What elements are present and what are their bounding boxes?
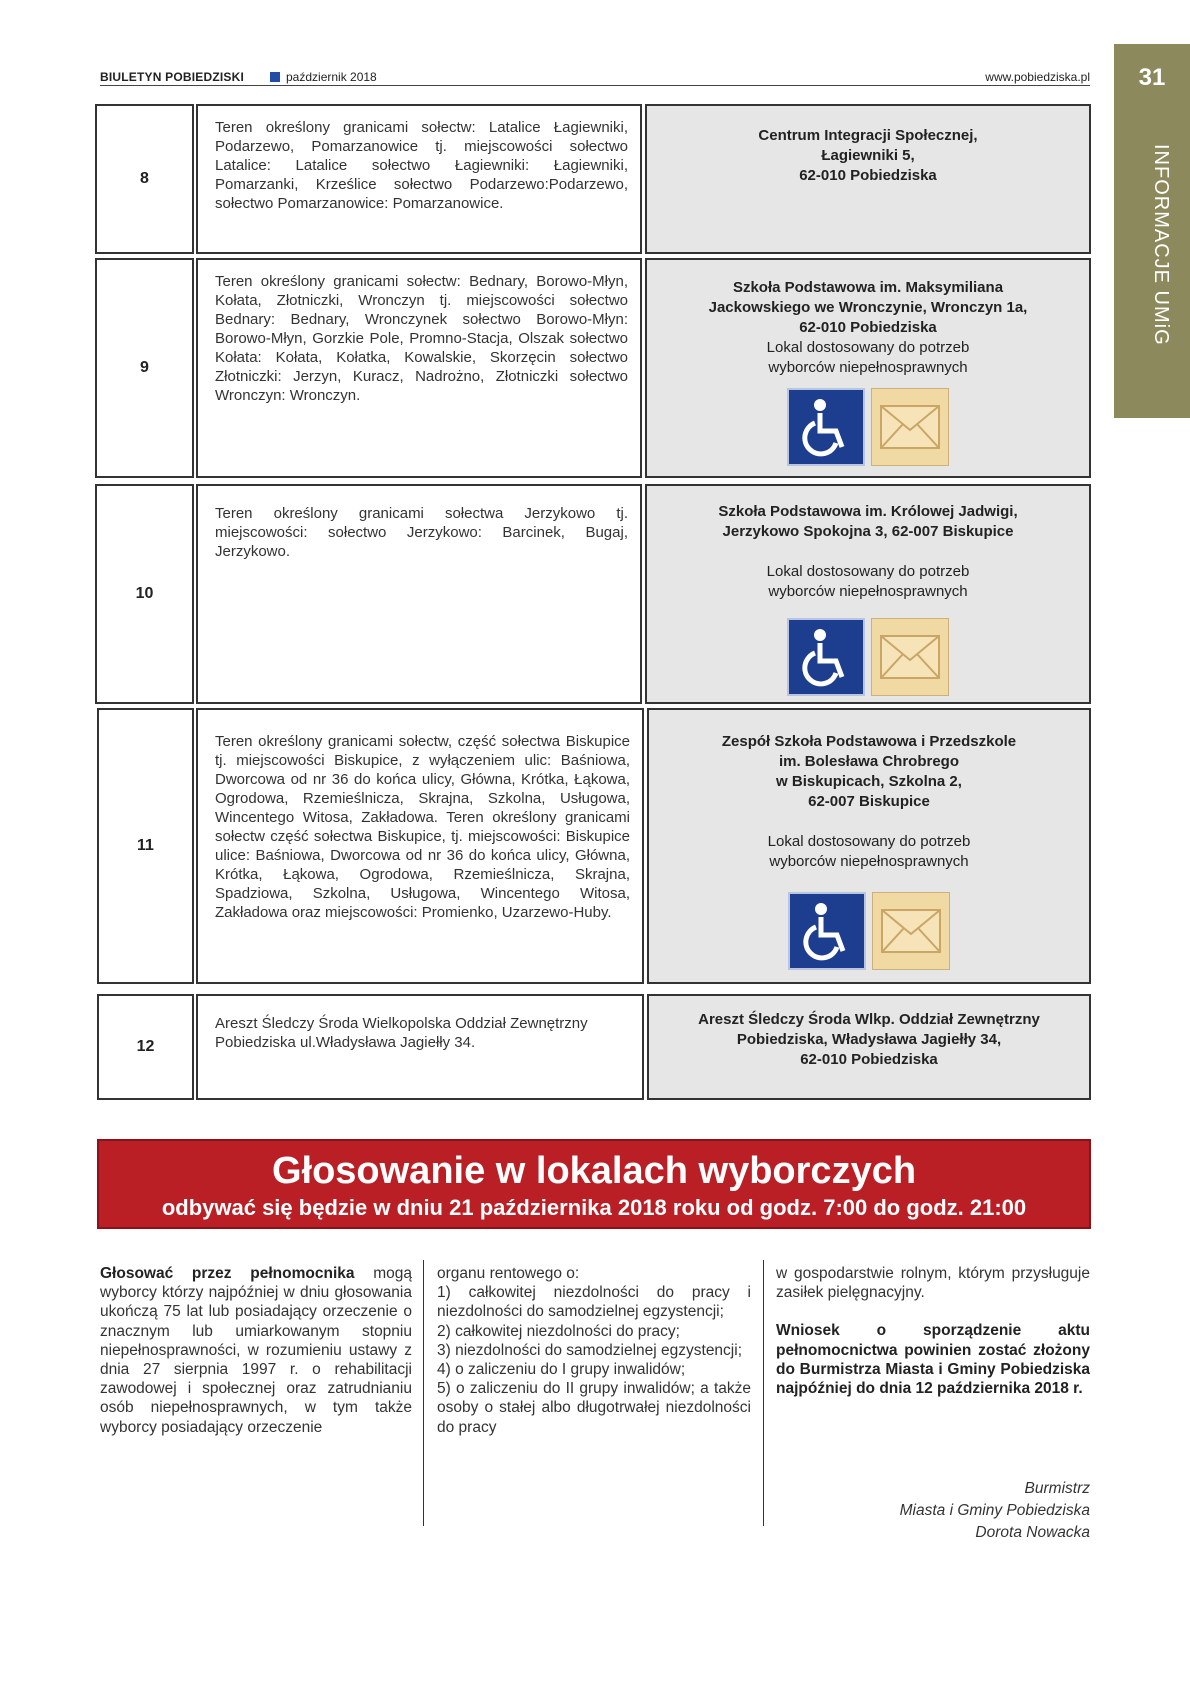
column-emphasis: Wniosek o sporządzenie aktu pełnomocnictwa powinien zostać złożony do Burmistrza Miasta i Gminy Pobiedziska najpóźniej do dnia 12 października 2018 r.: [776, 1322, 1090, 1398]
district-area: Areszt Śledczy Środa Wielkopolska Oddział Zewnętrzny Pobiedziska ul.Władysława Jagiełły 34.: [196, 994, 644, 1100]
website-link[interactable]: www.pobiedziska.pl: [985, 70, 1090, 84]
column-divider: [763, 1260, 764, 1526]
district-area: Teren określony granicami sołectwa Jerzykowo tj. miejscowości: sołectwo Jerzykowo: Barcinek, Bugaj, Jerzykowo.: [196, 484, 642, 704]
accessibility-note: wyborców niepełnosprawnych: [769, 853, 969, 870]
polling-place: [645, 258, 1091, 478]
district-area: Teren określony granicami sołectw: Bednary, Borowo-Młyn, Kołata, Złotniczki, Wronczyn tj. miejscowości sołectwo Bednary: Bednary, Wronczynek sołectwo Borowo-Młyn: Borowo-Młyn, Gorzkie Pole, Promno-Stacja, Olszak sołectwo Kołata: Kołata, Kołatka, Kowalskie, Skorzęcin sołectwo Złotniczki: Jerzyn, Kuracz, Nadrożno, Złotniczki sołectwo Wronczyn: Wronczyn.: [196, 258, 642, 478]
polling-place: [645, 484, 1091, 704]
page-number: 31: [1138, 64, 1166, 91]
place-line: 62-007 Biskupice: [808, 793, 930, 810]
column-text: 3) niezdolności do samodzielnej egzystencji;: [437, 1341, 742, 1359]
column-text: 4) o zaliczeniu do I grupy inwalidów;: [437, 1361, 686, 1379]
signature-line: Dorota Nowacka: [975, 1524, 1090, 1541]
header-square-icon: [270, 72, 280, 82]
district-area: Teren określony granicami sołectw: Latalice Łagiewniki, Podarzewo, Pomarzanowice tj. miejscowości sołectwo Latalice: Latalice sołectwo Łagiewniki: Łagiewniki, Pomarzanki, Krześlice sołectwo Podarzewo:Podarzewo, sołectwo Pomarzanowice: Pomarzanowice.: [196, 104, 642, 254]
place-line: Jerzykowo Spokojna 3, 62-007 Biskupice: [722, 523, 1014, 540]
place-line: Zespół Szkoła Podstawowa i Przedszkole: [721, 733, 1017, 750]
signature-line: Miasta i Gminy Pobiedziska: [899, 1502, 1090, 1519]
polling-place: [647, 994, 1091, 1100]
envelope-icon: [871, 618, 949, 696]
column-2: [437, 1264, 751, 1437]
wheelchair-icon: [787, 388, 865, 466]
column-divider: [423, 1260, 424, 1526]
place-line: Łagiewniki 5,: [821, 147, 915, 164]
accessibility-note: wyborców niepełnosprawnych: [768, 359, 968, 376]
place-line: Szkoła Podstawowa im. Królowej Jadwigi,: [718, 503, 1018, 520]
district-number: 9: [95, 258, 194, 478]
column-1: [100, 1264, 412, 1437]
place-line: Szkoła Podstawowa im. Maksymiliana: [732, 279, 1004, 296]
place-line: 62-010 Pobiedziska: [800, 1051, 938, 1068]
place-line: 62-010 Pobiedziska: [799, 319, 937, 336]
envelope-icon: [871, 388, 949, 466]
column-text: 5) o zaliczeniu do II grupy inwalidów; a także osoby o stałej albo długotrwałej niezdolności do pracy: [437, 1380, 751, 1436]
issue-date: październik 2018: [286, 70, 377, 84]
signature-line: Burmistrz: [1024, 1480, 1090, 1497]
page-header: [100, 70, 1090, 86]
banner-title: Głosowanie w lokalach wyborczych: [271, 1150, 917, 1192]
accessibility-note: Lokal dostosowany do potrzeb: [766, 563, 970, 580]
bulletin-title: BIULETYN POBIEDZISKI: [100, 70, 245, 84]
section-label: INFORMACJE UMiG: [1150, 144, 1172, 346]
place-line: Pobiedziska, Władysława Jagiełły 34,: [736, 1031, 1002, 1048]
wheelchair-icon: [788, 892, 866, 970]
polling-place: [645, 104, 1091, 254]
district-number: 8: [95, 104, 194, 254]
district-number: 11: [97, 708, 194, 984]
accessibility-note: Lokal dostosowany do potrzeb: [767, 833, 971, 850]
district-number: 10: [95, 484, 194, 704]
wheelchair-icon: [787, 618, 865, 696]
place-line: Centrum Integracji Społecznej,: [758, 127, 978, 144]
column-text: w gospodarstwie rolnym, którym przysługuje zasiłek pielęgnacyjny.: [776, 1265, 1090, 1302]
district-number: 12: [97, 994, 194, 1100]
place-line: w Biskupicach, Szkolna 2,: [776, 773, 962, 790]
column-text: mogą wyborcy którzy najpóźniej w dniu głosowania ukończą 75 lat lub posiadający orzeczenie o znacznym lub umiarkowanym stopniu niepełnosprawności, w rozumieniu ustawy z dnia 27 sierpnia 1997 r. o rehabilitacji zawodowej i społecznej oraz zatrudnianiu osób niepełnosprawnych, w tym także wyborcy posiadający orzeczenie: [100, 1265, 412, 1436]
place-line: Areszt Śledczy Środa Wlkp. Oddział Zewnętrzny: [698, 1011, 1040, 1028]
accessibility-note: wyborców niepełnosprawnych: [768, 583, 968, 600]
voting-banner: [97, 1139, 1091, 1229]
section-tab: [1114, 44, 1190, 418]
place-line: Jackowskiego we Wronczynie, Wronczyn 1a,: [708, 299, 1028, 316]
column-text: organu rentowego o:: [437, 1265, 580, 1282]
district-area: Teren określony granicami sołectw, część sołectwa Biskupice tj. miejscowości Biskupice, z wyłączeniem ulic: Baśniowa, Dworcowa od nr 36 do końca ulicy, Główna, Krótka, Łąkowa, Ogrodowa, Rzemieślnicza, Skrajna, Szkolna, Usługowa, Wincentego Witosa, Zakładowa. Teren określony granicami sołectw część sołectwa Biskupice, tj. miejscowości: Biskupice ulice: Baśniowa, Dworcowa od nr 36 do końca ulicy, Główna, Krótka, Łąkowa, Ogrodowa, Rzemieślnicza, Skrajna, Spadziowa, Szkolna, Usługowa, Wincentego Witosa, Zakładowa oraz miejscowości: Promienko, Uzarzewo-Huby.: [196, 708, 644, 984]
envelope-icon: [872, 892, 950, 970]
column-text: 1) całkowitej niezdolności do pracy i niezdolności do samodzielnej egzystencji;: [437, 1284, 751, 1321]
accessibility-note: Lokal dostosowany do potrzeb: [766, 339, 970, 356]
place-line: 62-010 Pobiedziska: [799, 167, 937, 184]
place-line: im. Bolesława Chrobrego: [778, 753, 960, 770]
signature: [776, 1478, 1090, 1544]
column-text: 2) całkowitej niezdolności do pracy;: [437, 1322, 680, 1340]
banner-subtitle: odbywać się będzie w dniu 21 października 2018 roku od godz. 7:00 do godz. 21:00: [161, 1195, 1027, 1220]
column-lead: Głosować przez pełnomocnika: [100, 1265, 355, 1282]
polling-place: [647, 708, 1091, 984]
column-3: [776, 1264, 1090, 1398]
